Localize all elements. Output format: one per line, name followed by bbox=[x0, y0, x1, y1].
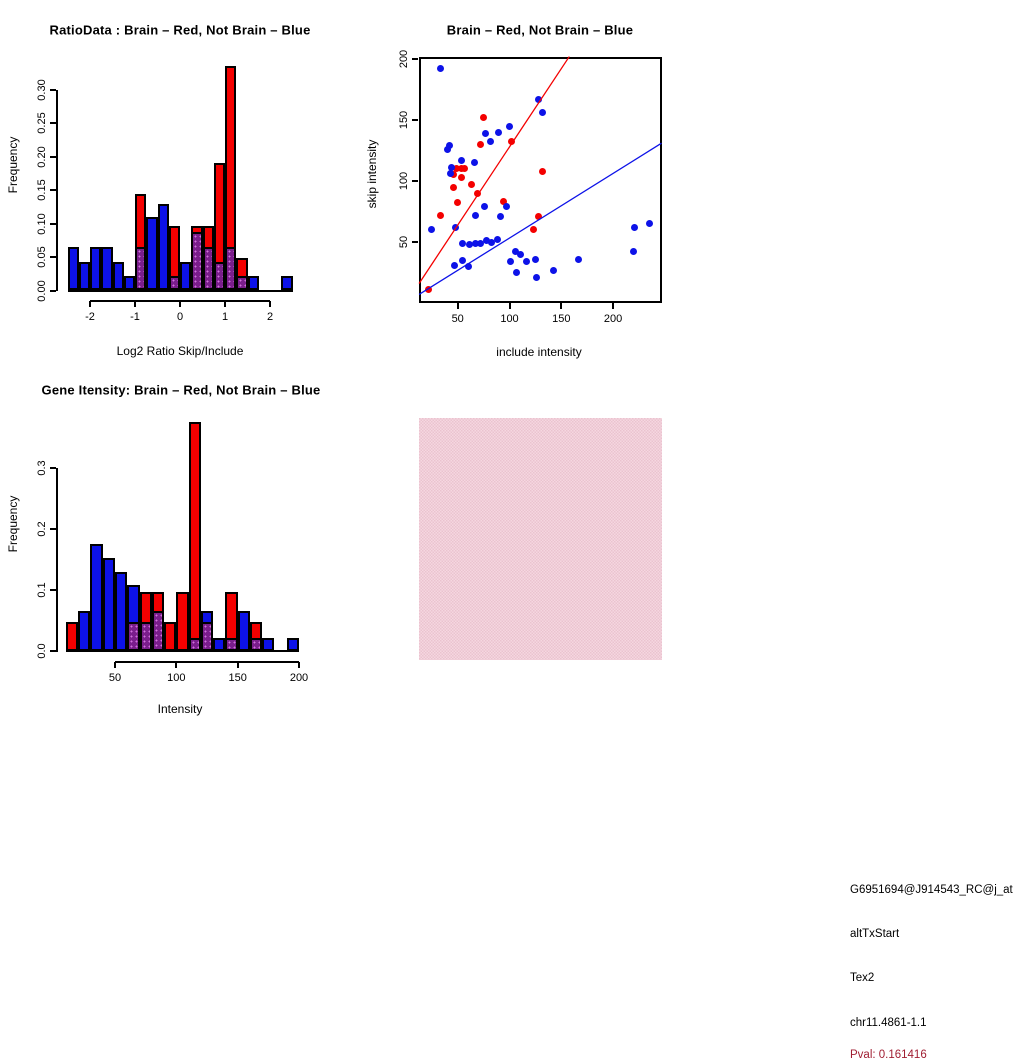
pval-text: Pval: 0.161416 bbox=[850, 1049, 927, 1061]
probe-id-text: G6951694@J914543_RC@j_at bbox=[850, 884, 1013, 896]
hist-bar-overlap bbox=[225, 638, 237, 651]
x-tick-label: -1 bbox=[130, 311, 140, 323]
y-tick-label: 100 bbox=[398, 171, 411, 191]
y-axis-tick bbox=[50, 528, 56, 530]
hist-bar bbox=[90, 544, 102, 651]
hist-bar bbox=[262, 638, 274, 651]
x-tick-label: 50 bbox=[108, 671, 122, 684]
hist-bar-top bbox=[250, 622, 262, 638]
x-tick-label: 1 bbox=[221, 311, 229, 323]
hist-bar-top bbox=[127, 585, 139, 622]
scatter-ylabel: skip intensity bbox=[365, 139, 379, 209]
y-tick-label: 0.0 bbox=[36, 643, 48, 659]
x-axis-line bbox=[115, 661, 299, 663]
x-axis-tick bbox=[298, 662, 300, 668]
x-axis-tick bbox=[237, 662, 239, 668]
y-axis-line bbox=[56, 468, 58, 652]
gene-hist-title: Gene Itensity: Brain – Red, Not Brain – Blue bbox=[41, 382, 321, 398]
hist-bar bbox=[66, 622, 78, 651]
gene-hist-ylabel: Frequency bbox=[6, 495, 20, 553]
hist-bar bbox=[287, 638, 299, 651]
y-tick-label: 0.1 bbox=[36, 582, 48, 598]
y-axis-tick bbox=[50, 650, 56, 652]
scatter-xlabel: include intensity bbox=[496, 345, 582, 359]
gene-hist-xlabel: Intensity bbox=[157, 702, 203, 716]
hist-bar bbox=[103, 558, 115, 651]
y-axis-tick bbox=[50, 589, 56, 591]
x-tick-label: 150 bbox=[552, 312, 571, 325]
hist-bar-overlap bbox=[152, 611, 164, 651]
x-tick-label: 200 bbox=[603, 312, 623, 325]
y-tick-label: 0.25 bbox=[36, 112, 48, 134]
hist-bar bbox=[176, 592, 188, 651]
y-axis-tick bbox=[50, 467, 56, 469]
y-tick-label: 0.05 bbox=[36, 246, 48, 268]
y-tick-label: 0.00 bbox=[36, 279, 48, 302]
x-axis-tick bbox=[175, 662, 177, 668]
y-tick-label: 0.10 bbox=[36, 212, 48, 235]
hist-bar bbox=[164, 622, 176, 651]
x-tick-label: 0 bbox=[176, 311, 184, 323]
y-tick-label: 0.2 bbox=[36, 521, 48, 537]
hist-bar bbox=[115, 572, 127, 651]
x-tick-label: 100 bbox=[167, 671, 186, 684]
hist-bar-overlap bbox=[189, 638, 201, 651]
hist-bar-top bbox=[225, 592, 237, 637]
y-tick-label: 200 bbox=[398, 49, 411, 69]
y-tick-label: 0.30 bbox=[36, 79, 48, 101]
x-tick-label: 100 bbox=[500, 312, 519, 325]
gene-name-text: Tex2 bbox=[850, 972, 875, 984]
y-tick-label: 0.3 bbox=[36, 460, 48, 476]
hist-bar bbox=[238, 611, 250, 651]
x-tick-label: 50 bbox=[451, 312, 464, 325]
hist-bar-overlap bbox=[127, 622, 139, 651]
hist-bar bbox=[213, 638, 225, 651]
gene-hist-plot-area bbox=[0, 0, 720, 720]
y-tick-label: 50 bbox=[398, 235, 411, 249]
event-type-text: altTxStart bbox=[850, 928, 900, 940]
hist-bar bbox=[78, 611, 90, 651]
x-tick-label: 200 bbox=[289, 671, 309, 684]
ratio-hist-title: RatioData : Brain – Red, Not Brain – Blue bbox=[49, 22, 311, 38]
hist-bar-top bbox=[189, 422, 201, 637]
hist-bar-top bbox=[140, 592, 152, 621]
chromosome-location-text: chr11.4861-1.1 bbox=[850, 1017, 927, 1029]
hist-bar-overlap bbox=[250, 638, 262, 651]
y-tick-label: 0.20 bbox=[36, 145, 48, 168]
y-tick-label: 0.15 bbox=[36, 179, 48, 201]
hist-bar-overlap bbox=[201, 622, 213, 651]
x-tick-label: 150 bbox=[228, 671, 247, 684]
hist-bar-top bbox=[152, 592, 164, 611]
x-tick-label: -2 bbox=[85, 311, 95, 323]
scatter-title: Brain – Red, Not Brain – Blue bbox=[446, 22, 634, 38]
ratio-hist-ylabel: Frequency bbox=[6, 136, 20, 194]
y-tick-label: 150 bbox=[398, 110, 411, 130]
ratio-hist-xlabel: Log2 Ratio Skip/Include bbox=[116, 344, 244, 358]
hist-bar-top bbox=[201, 611, 213, 621]
hist-bar-overlap bbox=[140, 622, 152, 651]
x-axis-tick bbox=[114, 662, 116, 668]
x-tick-label: 2 bbox=[266, 311, 274, 323]
